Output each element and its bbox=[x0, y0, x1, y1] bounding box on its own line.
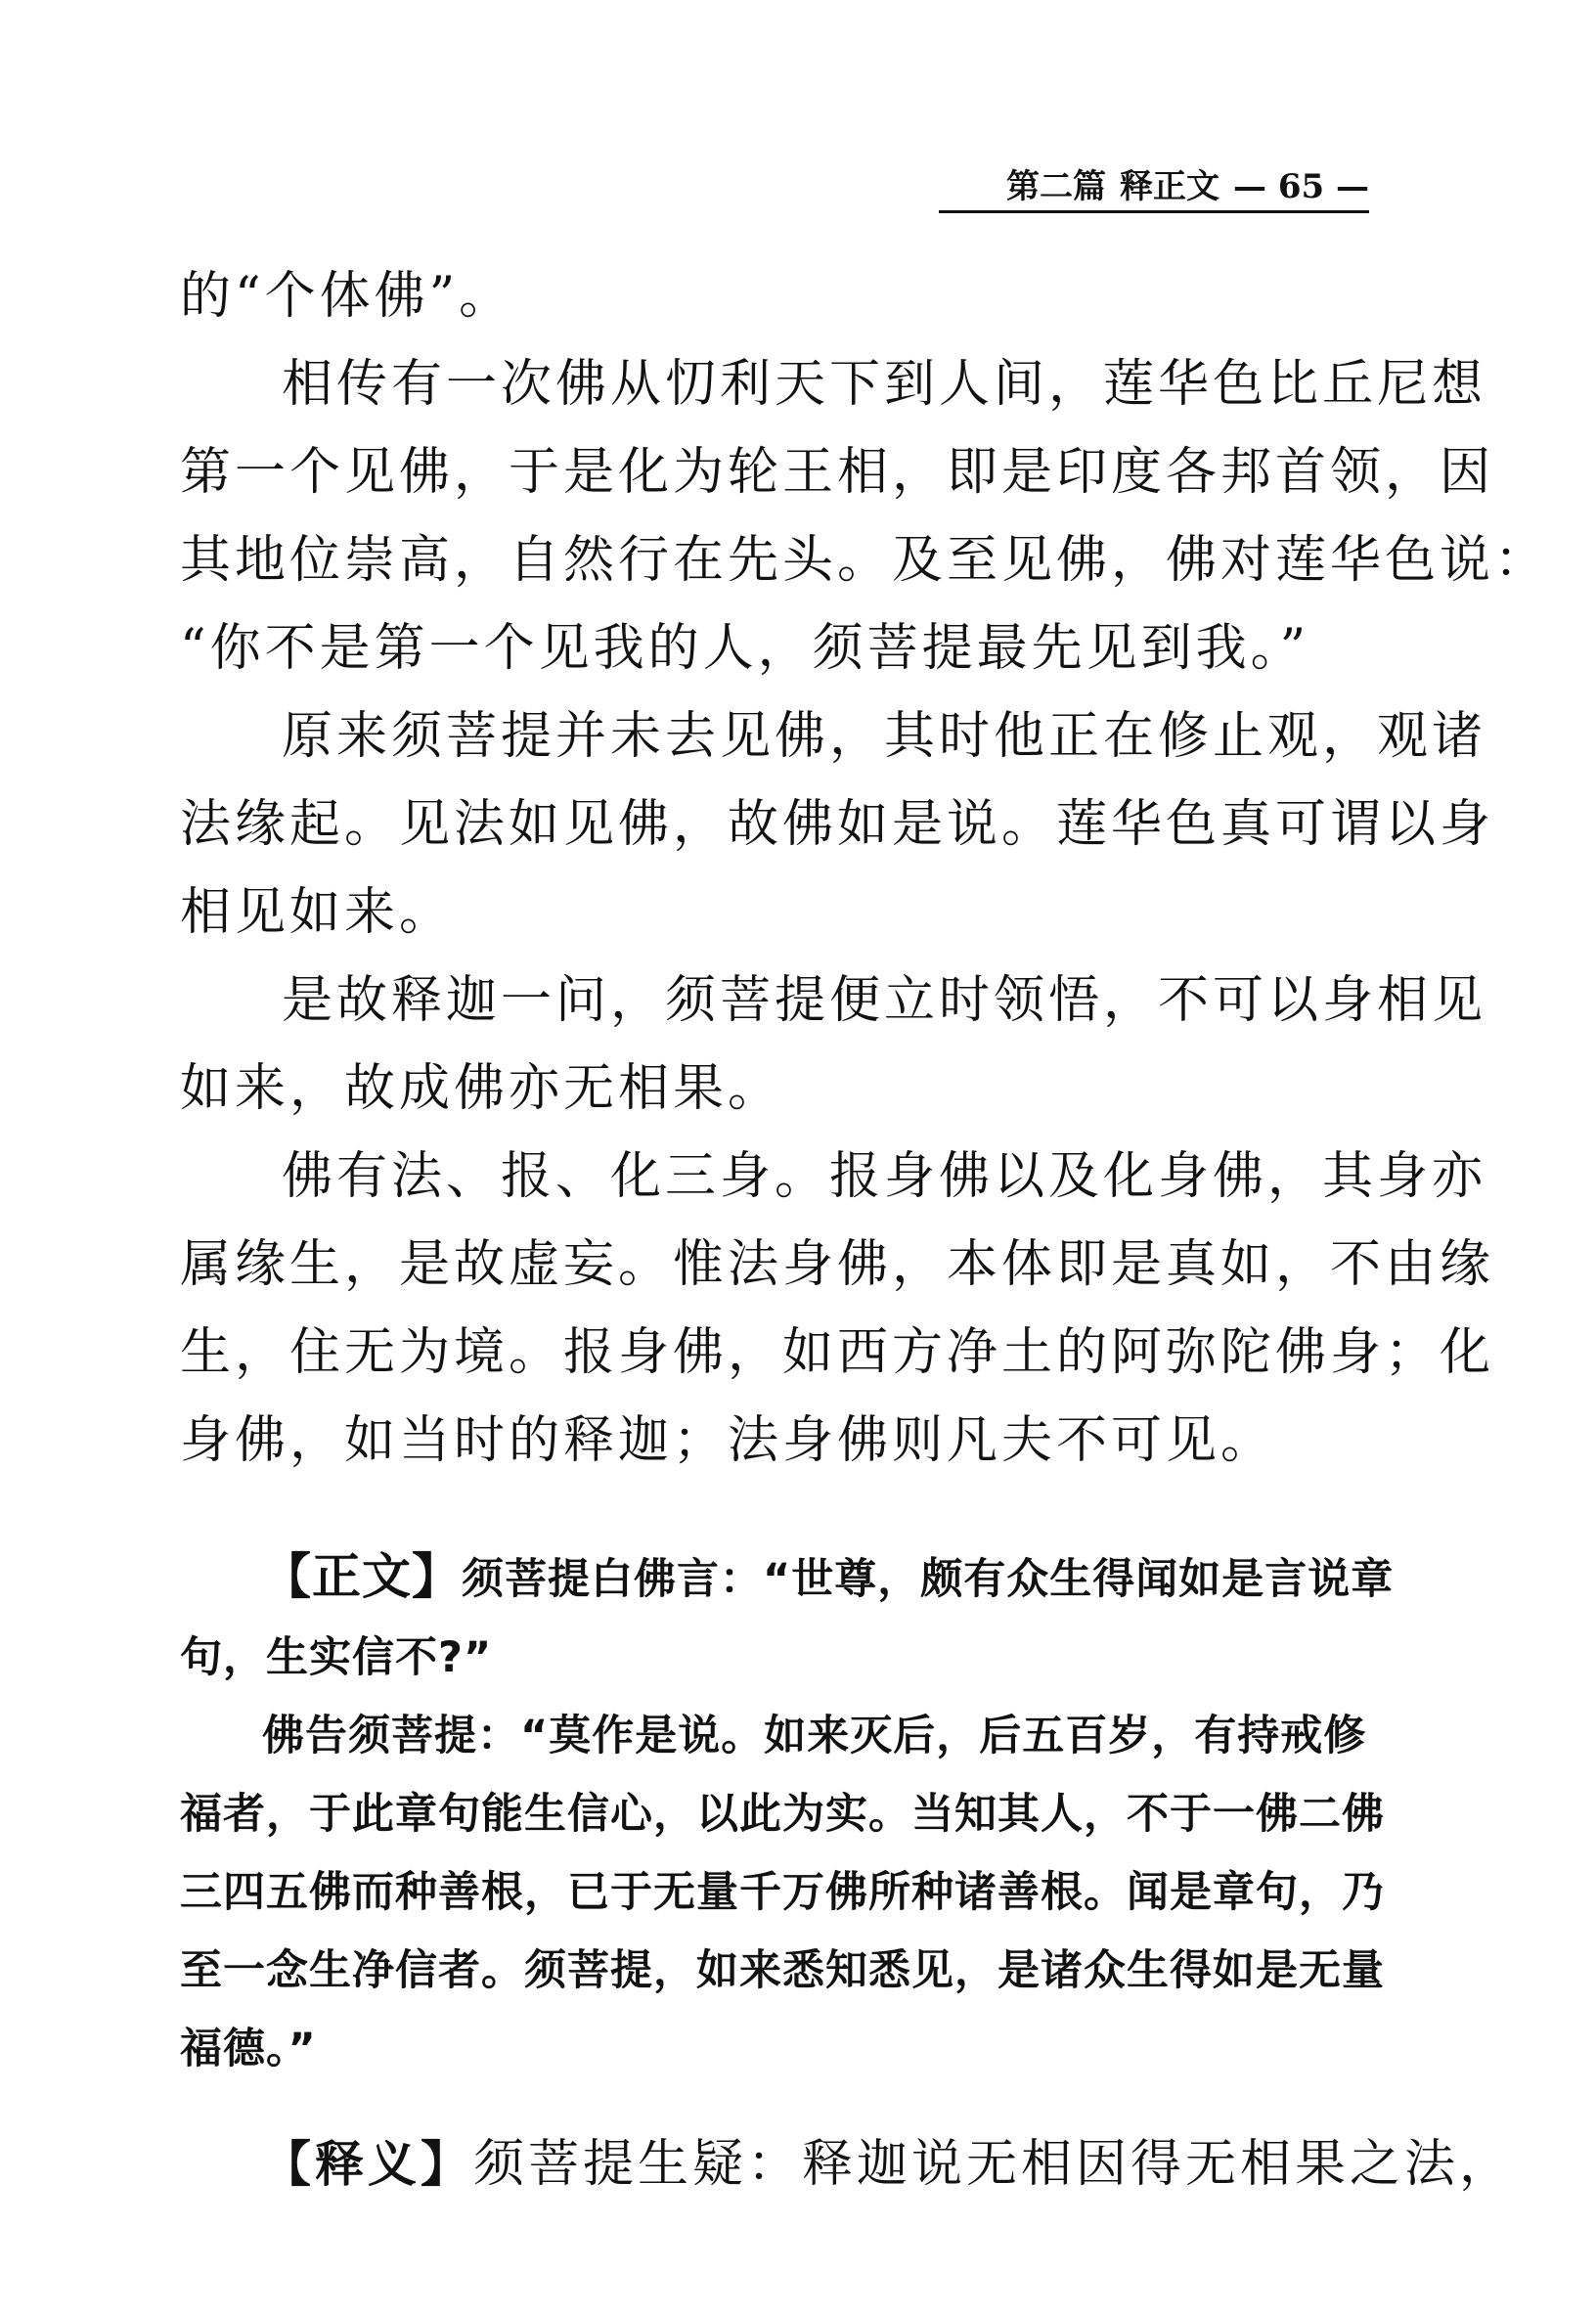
text-line: 属缘生，是故虚妄。惟法身佛，本体即是真如，不由缘 bbox=[180, 1235, 1495, 1294]
sutra-line: 【正文】须菩提白佛言：“世尊，颇有众生得闻如是言说章 bbox=[262, 1547, 1395, 1605]
text-line: 原来须菩提并未去见佛，其时他正在修止观，观诸 bbox=[282, 707, 1487, 766]
body-text bbox=[180, 252, 1550, 1485]
commentary bbox=[180, 2120, 1515, 2208]
text-line: “你不是第一个见我的人，须菩提最先见到我。” bbox=[180, 619, 1310, 678]
sutra-line: 佛告须菩提：“莫作是说。如来灭后，后五百岁，有持戒修 bbox=[262, 1712, 1367, 1760]
sutra-line: 三四五佛而种善根，已于无量千万佛所种诸善根。闻是章句，乃 bbox=[180, 1868, 1385, 1917]
text-line: 法缘起。见法如见佛，故佛如是说。莲华色真可谓以身 bbox=[180, 795, 1495, 854]
header-rule bbox=[939, 210, 1369, 213]
page-number: — 65 — bbox=[1233, 167, 1369, 206]
text-line: 佛有法、报、化三身。报身佛以及化身佛，其身亦 bbox=[282, 1147, 1487, 1206]
sutra-line: 福德。” bbox=[180, 2025, 317, 2073]
sutra-line: 至一念生净信者。须菩提，如来悉知悉见，是诸众生得如是无量 bbox=[180, 1946, 1385, 1995]
commentary-label: 【释义】 bbox=[262, 2135, 473, 2193]
commentary-line: 【释义】须菩提生疑：释迦说无相因得无相果之法， bbox=[262, 2135, 1515, 2194]
sutra-line: 句，生实信不?” bbox=[180, 1633, 493, 1682]
sutra-line: 福者，于此章句能生信心，以此为实。当知其人，不于一佛二佛 bbox=[180, 1790, 1385, 1839]
text-line: 第一个见佛，于是化为轮王相，即是印度各邦首领，因 bbox=[180, 443, 1495, 502]
sutra-passage bbox=[180, 1537, 1395, 2088]
header-part: 第二篇 bbox=[1006, 167, 1106, 206]
text-line: 的“个体佛”。 bbox=[180, 267, 514, 326]
text-line: 其地位崇高，自然行在先头。及至见佛，佛对莲华色说： bbox=[180, 531, 1550, 590]
sutra-label: 【正文】 bbox=[262, 1547, 462, 1605]
text-line: 相传有一次佛从忉利天下到人间，莲华色比丘尼想 bbox=[282, 355, 1487, 414]
header-chapter: 释正文 bbox=[1120, 167, 1219, 206]
text-line: 相见如来。 bbox=[180, 883, 455, 942]
text-line: 身佛，如当时的释迦；法身佛则凡夫不可见。 bbox=[180, 1411, 1276, 1470]
running-header bbox=[939, 164, 1369, 209]
text-line: 是故释迦一问，须菩提便立时领悟，不可以身相见 bbox=[282, 971, 1487, 1030]
text-line: 生，住无为境。报身佛，如西方净土的阿弥陀佛身；化 bbox=[180, 1323, 1495, 1382]
text-line: 如来，故成佛亦无相果。 bbox=[180, 1059, 783, 1118]
